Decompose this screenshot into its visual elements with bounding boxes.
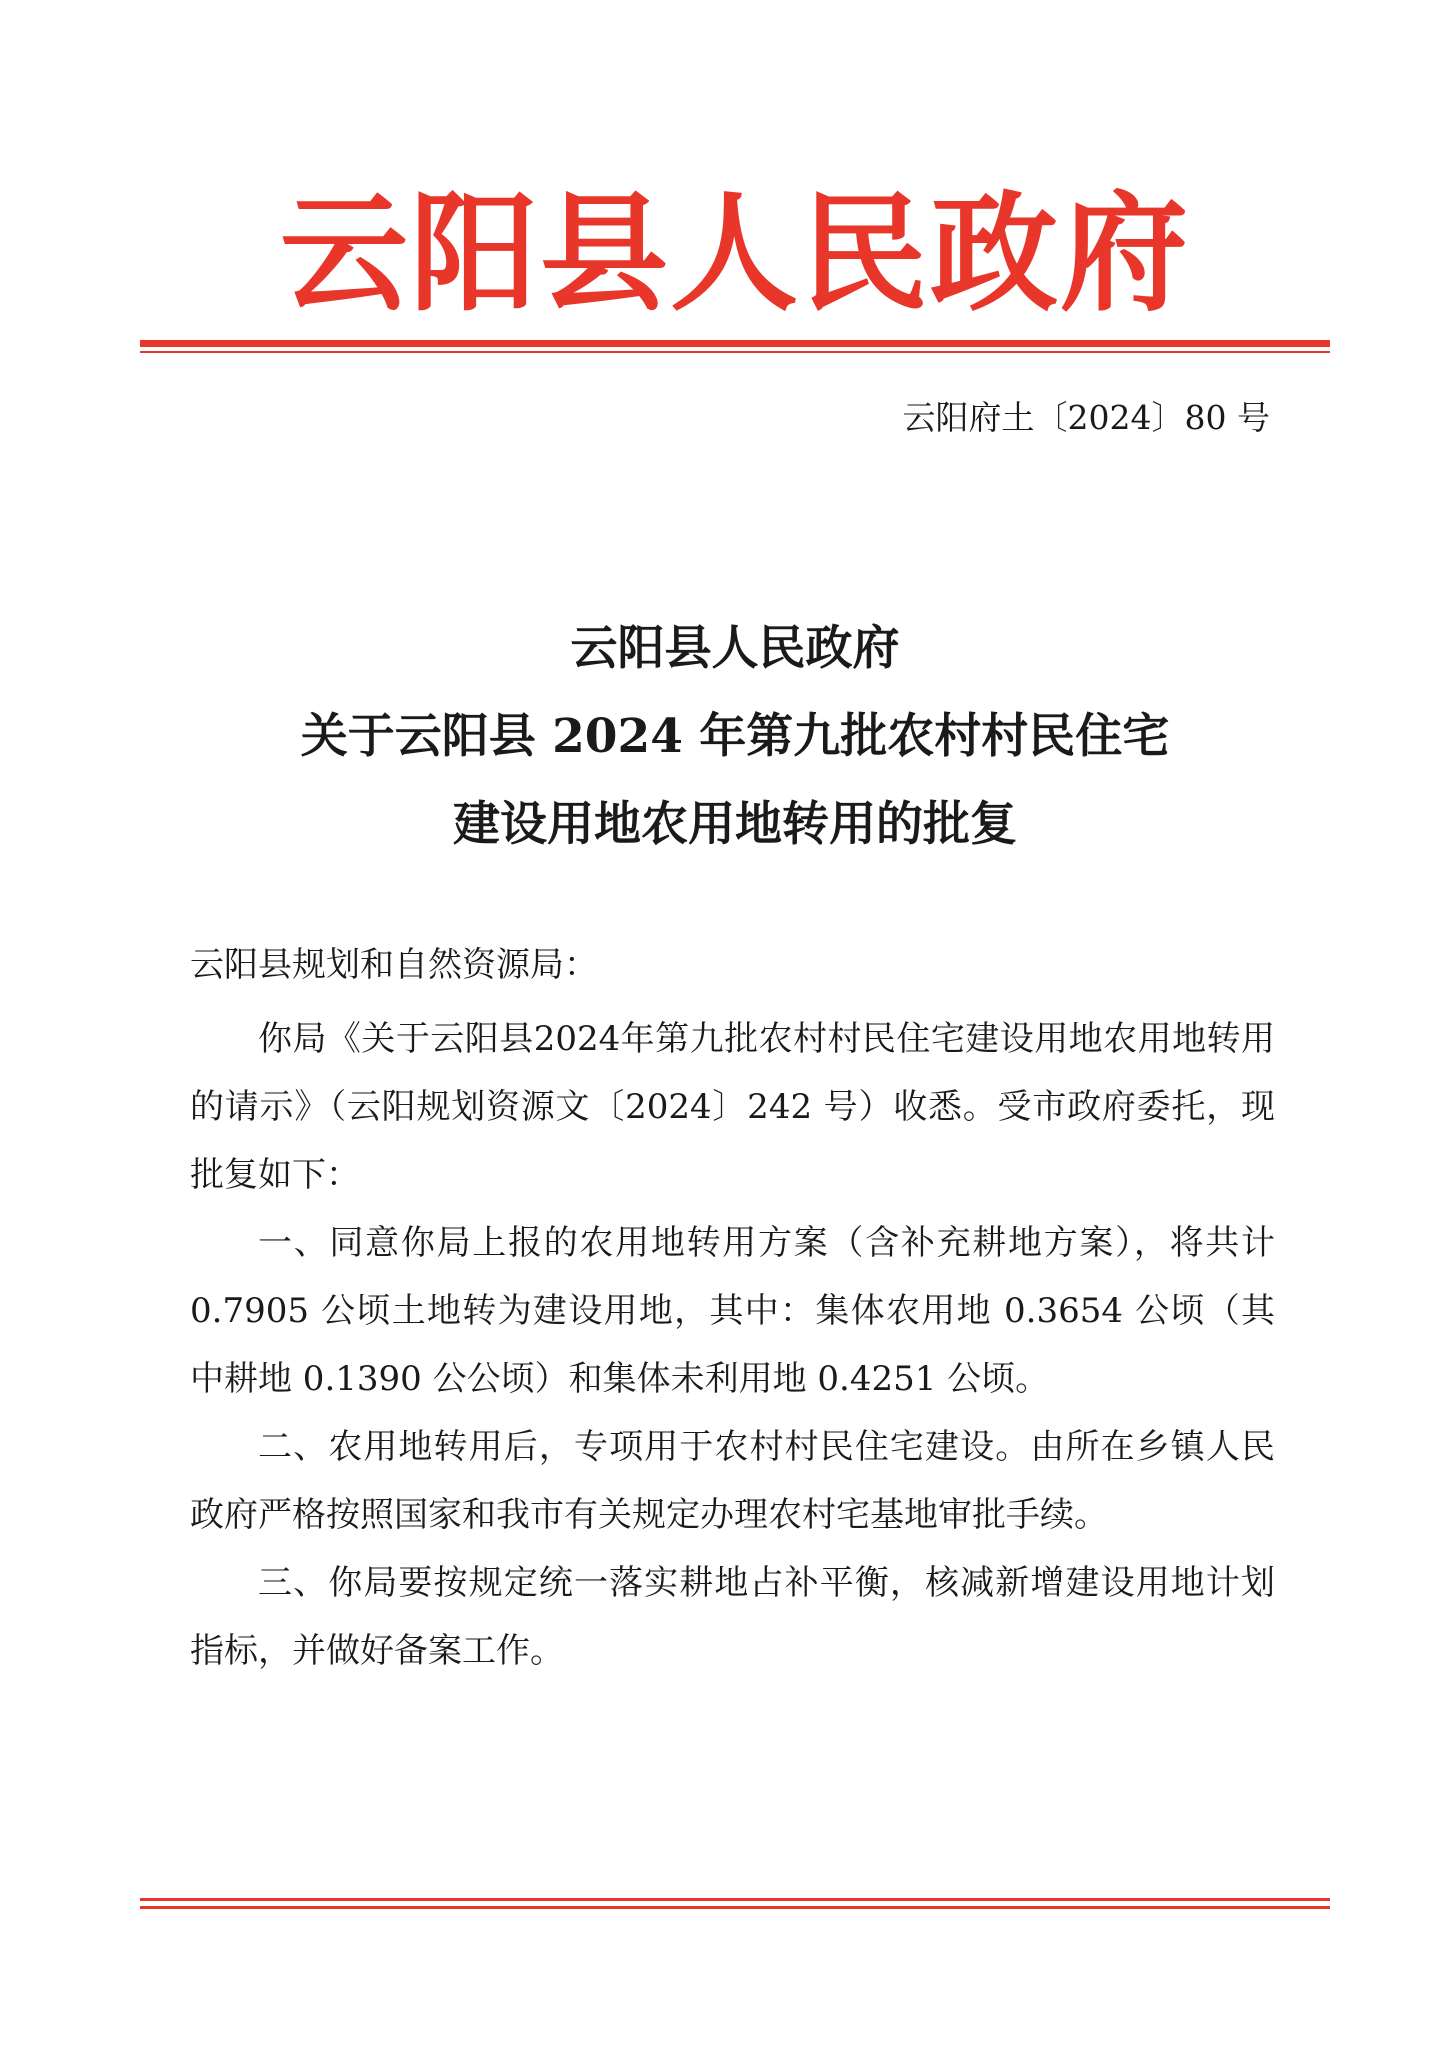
footer-divider-bottom [140, 1906, 1330, 1909]
body-paragraph-item-3: 三、你局要按规定统一落实耕地占补平衡，核减新增建设用地计划指标，并做好备案工作。 [190, 1563, 1275, 1671]
body-paragraph-item-2: 二、农用地转用后，专项用于农村村民住宅建设。由所在乡镇人民政府严格按照国家和我市有关规定办理农村宅基地审批手续。 [190, 1427, 1275, 1535]
document-title-line-2: 关于云阳县 2024 年第九批农村村民住宅 [300, 709, 1170, 764]
document-title [140, 605, 1330, 869]
document-title-line-3: 建设用地农用地转用的批复 [453, 797, 1017, 852]
body-paragraph-item-1: 一、同意你局上报的农用地转用方案（含补充耕地方案），将共计 0.7905 公顷土地转为建设用地，其中：集体农用地 0.3654 公顷（其中耕地 0.1390 公公顷）和集体未利用地 0.4251 公顷。 [190, 1223, 1275, 1399]
body-paragraph-intro: 你局《关于云阳县2024年第九批农村村民住宅建设用地农用地转用的请示》（云阳规划资源文〔2024〕242 号）收悉。受市政府委托，现批复如下： [190, 1019, 1275, 1195]
document-body [190, 1005, 1275, 1685]
masthead-divider-thick [140, 340, 1330, 347]
footer-divider-top [140, 1898, 1330, 1901]
document-number: 云阳府土〔2024〕80 号 [902, 398, 1270, 437]
masthead-divider-thin [140, 351, 1330, 353]
document-title-line-1: 云阳县人民政府 [570, 621, 900, 676]
addressee: 云阳县规划和自然资源局： [190, 945, 598, 985]
masthead-title: 云阳县人民政府 [279, 180, 1190, 329]
